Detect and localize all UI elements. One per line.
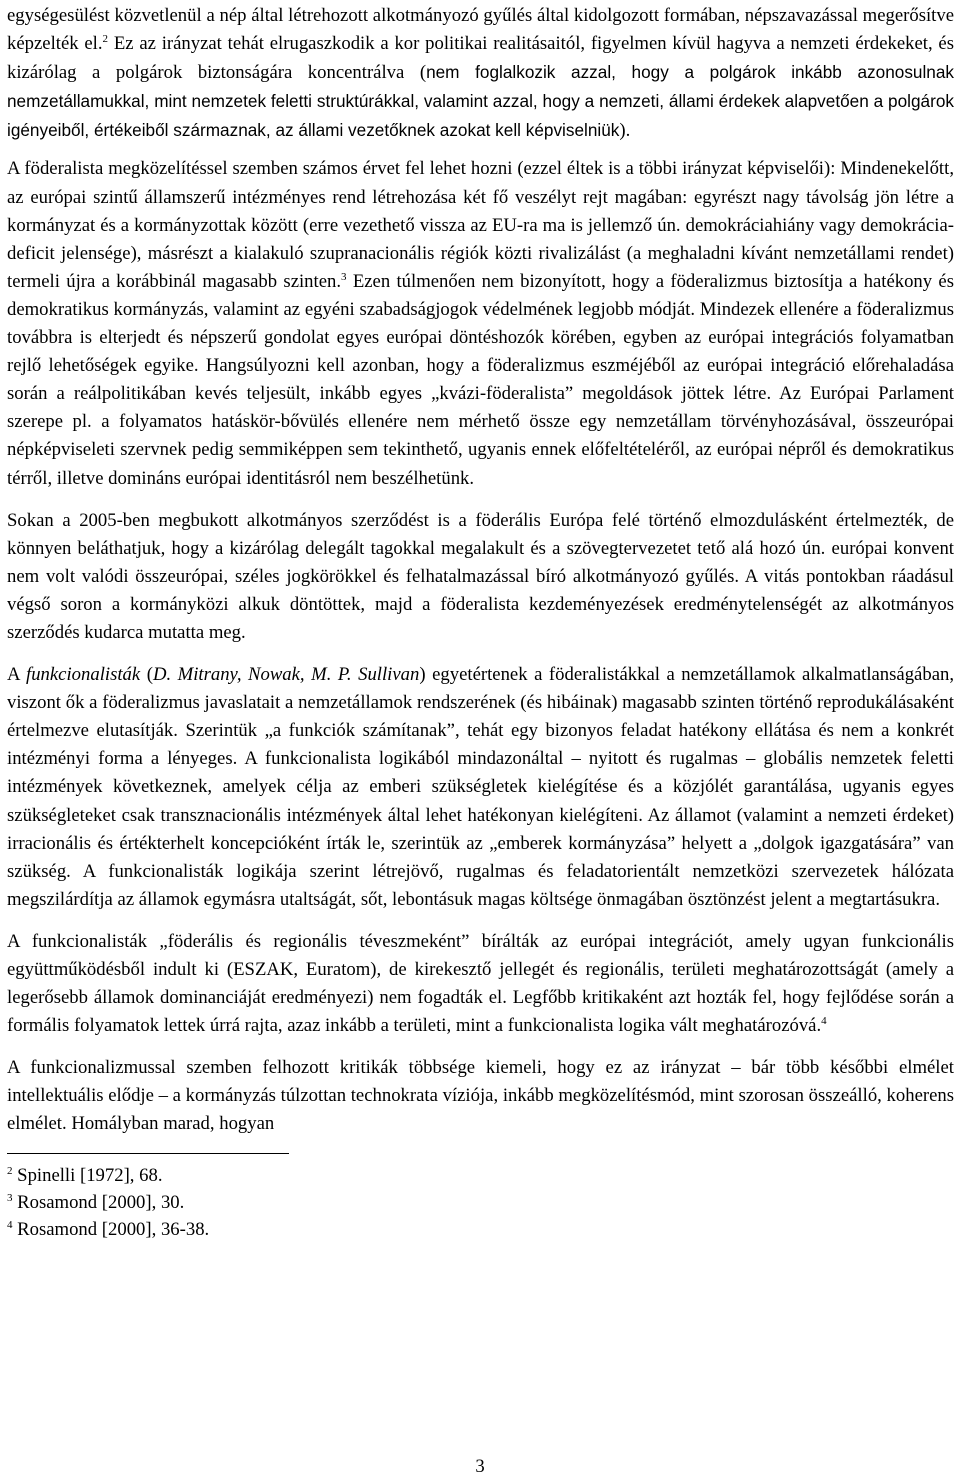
footnote-ref-3[interactable]: 3 <box>341 270 347 283</box>
paragraph-1-sans-text: nem foglalkozik azzal, hogy a polgárok inkább azonosulnak nemzetállamukkal, mint nemzetek feletti struktúrákkal, valamint azzal, hogy a nemzeti, állami érdekek alapvetően a polgárok igényeiből, értékeiből származnak, az állami vezetőknek azokat kell képviselniük <box>7 62 954 141</box>
footnote-separator <box>7 1153 289 1154</box>
footnote-number: 4 <box>7 1218 13 1231</box>
paragraph-2-text-b: Ezen túlmenően nem bizonyított, hogy a föderalizmus biztosítja a hatékony és demokratikus kormányzás, valamint az egyéni szabadságjogok védelmének legjobb módját. Mindezek ellenére a föderalizmus továbbra is elterjedt és népszerű gondolat egyes európai döntéshozók körében, egyben az európai integrációs folyamatban rejlő lehetőségek egyike. Hangsúlyozni kell azonban, hogy a föderalizmus eszméjéből az európai integráció előrehaladása során a reálpolitikában kevés teljesült, inkább egyes „kvázi-föderalista” megoldások jöttek létre. Az Európai Parlament szerepe pl. a folyamatos hatáskör-bővülés ellenére nem mérhető össze egy nemzetállam törvényhozásával, összeurópai népképviseleti szervnek pedig semmiképpen sem tekinthető, ugyanis ennek előfeltételéről, az európai népről és demokratikus térről, illetve domináns európai identitásról nem beszélhetünk. <box>7 270 954 489</box>
paragraph-4-lead: A <box>7 664 26 686</box>
paragraph-6-text: A funkcionalizmussal szemben felhozott kritikák többsége kiemeli, hogy ez az irányzat – bár több későbbi elmélet intellektuális elődje – a kormányzás túlzottan technokrata víziója, inkább megközelítésmód, mint szorosan összeálló, koherens elmélet. Homályban marad, hogyan <box>7 1057 954 1135</box>
paragraph-4 <box>7 661 954 914</box>
paragraph-2-text-a: A föderalista megközelítéssel szemben számos érvet fel lehet hozni (ezzel éltek is a többi irányzat képviselői): Mindenekelőtt, az európai szintű államszerű intézményes rend létrehozása két fő veszélyt rejt magában: egyrészt nagy távolság jön létre a kormányzat és a kormányzottak között (erre vezethető vissza az EU-ra ma is jellemző ún. demokráciahiány vagy demokrácia-deficit jelensége), másrészt a kialakuló szupranacionális régiók közti rivalizálást (a meghaladni kívánt nemzetállami rendet) termeli újra a korábbinál magasabb szinten. <box>7 158 954 292</box>
footnote-4 <box>7 1216 954 1243</box>
paragraph-3 <box>7 507 954 647</box>
footnote-text: Rosamond [2000], 30. <box>17 1191 185 1213</box>
paragraph-5 <box>7 928 954 1040</box>
page-number: 3 <box>475 1456 485 1477</box>
paragraph-1-text-a: egységesülést közvetlenül a nép által létrehozott alkotmányozó gyűlés által kidolgozott formában, népszavazással megerősítve képzelték el. <box>7 5 954 55</box>
paragraph-1 <box>7 2 954 145</box>
footnote-number: 2 <box>7 1164 13 1177</box>
paragraph-4-italic-authors: D. Mitrany, Nowak, M. P. Sullivan <box>152 664 420 686</box>
footnote-text: Rosamond [2000], 36-38. <box>17 1218 210 1240</box>
paragraph-5-text: A funkcionalisták „föderális és regionális téveszmeként” bírálták az európai integrációt, amely ugyan funkcionális együttműködésből indult ki (ESZAK, Euratom), de kirekesztő jellegét és regionális, területi meghatározottságát (amely a legerősebb államok dominanciáját eredményezi) nem fogadták el. Legfőbb kritikaként azt hozták fel, hogy fejlődése során a formális folyamatok lettek úrrá rajta, azaz inkább a területi, mint a funkcionalista logika vált meghatározóvá. <box>7 930 954 1037</box>
paragraph-1-text-b: Ez az irányzat tehát elrugaszkodik a kor politikai realitásaitól, figyelmen kívül hagyva a nemzeti érdekeket, és kizárólag a polgárok biztonságára koncentrálva ( <box>7 33 954 84</box>
footnote-3 <box>7 1189 954 1216</box>
footnote-number: 3 <box>7 1191 13 1204</box>
paragraph-1-text-c: ). <box>619 120 631 142</box>
footnote-ref-4[interactable]: 4 <box>821 1015 827 1028</box>
paragraph-4-text: ) egyetértenek a föderalistákkal a nemzetállamok alkalmatlanságában, viszont ők a föderalizmus javaslatait a nemzetállamok rendszerének (és hibáinak) magasabb szinten történő reprodukálásaként értelmezve elutasítják. Szerintük „a funkciók számítanak”, tehát egy bizonyos feladat hatékony ellátása és nem a konkrét intézményi forma a lényeges. A funkcionalista logikából mindazonáltal – nyitott és rugalmas – globális nemzetek feletti intézmények következnek, amelyek célja az emberi szükségletek kielégítése és a közjólét garantálása, ugyanis egyes szükségleteket csak transznacionális intézmények által lehet hatékonyan kielégíteni. Az államot (valamint a nemzeti érdeket) irracionális és értékterhelt koncepcióként írták le, szerintük az „emberek kormányzása” helyett a „dolgok igazgatására” van szükség. A funkcionalisták logikája szerint létrejövő, rugalmas és feladatorientált nemzetközi szervezetek hálózata megszilárdítja az államok egymásra utaltságát, sőt, lebontásuk magas költsége önmagában ösztönzést jelent a megtartásukra. <box>7 664 955 910</box>
footnote-ref-2[interactable]: 2 <box>102 33 109 46</box>
paragraph-2 <box>7 155 954 492</box>
footnote-2 <box>7 1162 954 1189</box>
paragraph-6 <box>7 1054 954 1138</box>
paragraph-4-paren: ( <box>140 664 153 686</box>
paragraph-3-text: Sokan a 2005-ben megbukott alkotmányos szerződést is a föderális Európa felé történő elmozdulásként értelmezték, de könnyen beláthatjuk, hogy a kizárólag delegált tagokkal megalakult és a szövegtervezetet tető alá hozó ún. európai konvent nem volt valódi összeurópai, széles jogkörökkel és felhatalmazással bíró alkotmányozó gyűlés. A vitás pontokban ráadásul végső soron a kormányközi alkuk döntöttek, majd a föderalista kezdeményezések eredménytelenségét az alkotmányos szerződés kudarca mutatta meg. <box>7 509 954 643</box>
paragraph-4-italic-term: funkcionalisták <box>26 664 141 686</box>
footnotes <box>7 1162 954 1243</box>
footnote-text: Spinelli [1972], 68. <box>17 1164 163 1186</box>
